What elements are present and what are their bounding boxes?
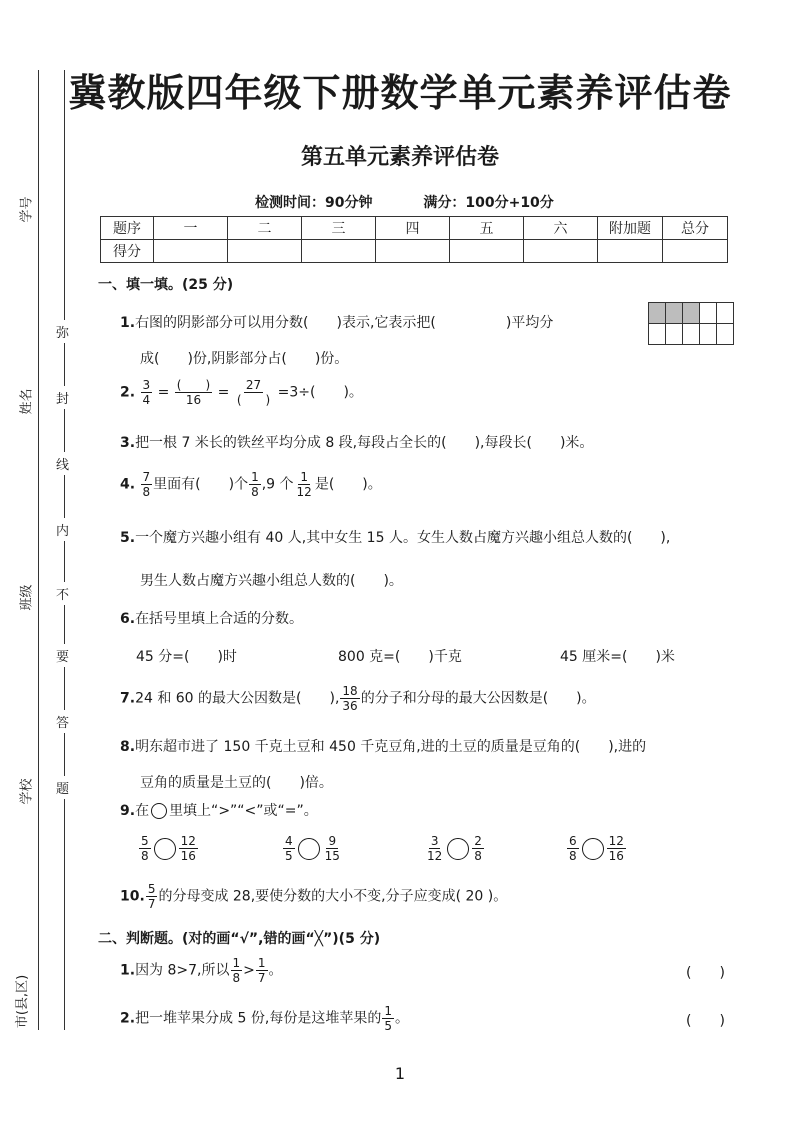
- field-city: 市(县,区): [15, 974, 31, 1029]
- question-6-item-1: 45 分=( )时: [136, 649, 237, 665]
- score-row-label: 得分: [101, 240, 154, 263]
- question-9: 9.在 里填上“>”“<”或“=”。: [120, 803, 318, 819]
- judge-question-2: 2.把一堆苹果分成 5 份,每份是这堆苹果的 $\frac{1}{5}$ 。: [120, 1004, 409, 1033]
- seal-char-3: 线: [56, 452, 69, 475]
- field-class: 班级: [19, 584, 35, 611]
- score-header-cell: 附加题: [598, 217, 663, 240]
- compare-pair-4: $\frac{6}{8}$ $\frac{12}{16}$: [569, 834, 624, 863]
- question-number: 5.: [120, 530, 136, 546]
- fraction: $\frac{7}{8}$: [142, 470, 151, 499]
- score-header-cell: 题序: [101, 217, 154, 240]
- question-4: 4. $\frac{7}{8}$ 里面有( )个 $\frac{1}{8}$ ,9 个 $\frac{1}{12}$ 是( )。: [120, 470, 382, 499]
- seal-char-1: 弥: [56, 320, 69, 343]
- score-header-cell: 二: [228, 217, 302, 240]
- question-number: 4.: [120, 476, 136, 493]
- score-header-cell: 三: [302, 217, 376, 240]
- compare-circle[interactable]: [447, 838, 469, 860]
- compare-circle[interactable]: [298, 838, 320, 860]
- compare-pair-3: $\frac{3}{12}$ $\frac{2}{8}$: [427, 834, 482, 863]
- question-1-line-b: 成( )份,阴影部分占( )份。: [140, 351, 349, 367]
- score-cell[interactable]: [302, 240, 376, 263]
- question-number: 8.: [120, 739, 136, 755]
- question-8-line-a: [120, 736, 646, 756]
- seal-char-4: 内: [56, 518, 69, 541]
- score-header-cell: 四: [376, 217, 450, 240]
- field-student-id: 学号: [19, 196, 35, 223]
- question-2: 2. $\frac{3}{4}$ = $\frac{( )}{16}$ = $\frac{27}{( )}$ =3÷( )。: [120, 378, 363, 407]
- question-6: [120, 608, 303, 628]
- score-header-cell: 一: [154, 217, 228, 240]
- score-table-score-row: [101, 240, 728, 263]
- question-5-line-b: 男生人数占魔方兴趣小组总人数的( )。: [140, 573, 403, 589]
- question-number: 2.: [120, 1010, 136, 1027]
- score-cell[interactable]: [524, 240, 598, 263]
- fraction: $\frac{3}{4}$: [142, 378, 151, 407]
- question-number: 1.: [120, 962, 136, 979]
- score-cell[interactable]: [154, 240, 228, 263]
- binding-line-inner: [64, 70, 65, 1030]
- binding-line-outer: [38, 70, 39, 1030]
- question-1-line-a: [120, 312, 553, 332]
- field-name: 姓名: [19, 388, 35, 415]
- question-number: 3.: [120, 435, 136, 451]
- fraction: $\frac{18}{36}$: [342, 684, 358, 713]
- fraction: $\frac{27}{( )}$: [236, 378, 271, 407]
- judge-question-1: 1.因为 8>7,所以 $\frac{1}{8}$ > $\frac{1}{7}$ 。: [120, 956, 283, 985]
- score-header-cell: 六: [524, 217, 598, 240]
- question-10: 10. $\frac{5}{7}$ 的分母变成 28,要使分数的大小不变,分子应变成( 20 )。: [120, 882, 508, 911]
- document-subtitle: 第五单元素养评估卷: [300, 145, 499, 170]
- question-text: 在括号里填上合适的分数。: [135, 611, 304, 627]
- judge-answer-2[interactable]: ( ): [686, 1013, 725, 1029]
- score-cell[interactable]: [598, 240, 663, 263]
- question-text: 把一根 7 米长的铁丝平均分成 8 段,每段占全长的( ),每段长( )米。: [135, 435, 594, 451]
- full-score: 满分：100分+10分: [423, 195, 554, 211]
- fraction: $\frac{1}{8}$: [251, 470, 259, 499]
- score-header-cell: 总分: [663, 217, 728, 240]
- seal-char-6: 要: [56, 644, 69, 667]
- score-table-header-row: [101, 217, 728, 240]
- question-number: 10.: [120, 888, 145, 905]
- question-6-item-3: 45 厘米=( )米: [560, 649, 675, 665]
- question-text: 明东超市进了 150 千克土豆和 450 千克豆角,进的土豆的质量是豆角的( ),进的: [135, 739, 647, 755]
- score-cell[interactable]: [376, 240, 450, 263]
- compare-pair-2: $\frac{4}{5}$ $\frac{9}{15}$: [285, 834, 340, 863]
- compare-circle[interactable]: [154, 838, 176, 860]
- seal-char-8: 题: [56, 776, 69, 799]
- question-5-line-a: [120, 527, 670, 547]
- exam-info: [255, 192, 554, 212]
- question-number: 1.: [120, 315, 136, 331]
- question-number: 7.: [120, 690, 136, 707]
- score-header-cell: 五: [450, 217, 524, 240]
- seal-char-2: 封: [56, 386, 69, 409]
- question-text: 右图的阴影部分可以用分数( )表示,它表示把( )平均分: [135, 315, 554, 331]
- question-8-line-b: 豆角的质量是土豆的( )倍。: [140, 775, 333, 791]
- seal-char-7: 答: [56, 710, 69, 733]
- score-table: [100, 216, 728, 263]
- score-cell[interactable]: [450, 240, 524, 263]
- score-cell[interactable]: [228, 240, 302, 263]
- circle-icon: [151, 803, 167, 819]
- question-number: 6.: [120, 611, 136, 627]
- section1-heading: 一、填一填。(25 分): [98, 277, 234, 293]
- question-number: 9.: [120, 803, 136, 819]
- fraction-grid-figure: [648, 302, 734, 345]
- question-3: [120, 432, 593, 452]
- field-school: 学校: [19, 778, 35, 805]
- question-text: 一个魔方兴趣小组有 40 人,其中女生 15 人。女生人数占魔方兴趣小组总人数的( ),: [135, 530, 671, 546]
- exam-time: 检测时间：90分钟: [255, 195, 373, 211]
- document-title: 冀教版四年级下册数学单元素养评估卷: [68, 71, 732, 115]
- question-6-item-2: 800 克=( )千克: [338, 649, 462, 665]
- fraction: $\frac{5}{7}$: [147, 882, 156, 911]
- score-cell[interactable]: [663, 240, 728, 263]
- seal-char-5: 不: [56, 582, 69, 605]
- question-7: 7.24 和 60 的最大公因数是( ), $\frac{18}{36}$ 的分子和分母的最大公因数是( )。: [120, 684, 596, 713]
- fraction: $\frac{1}{12}$: [296, 470, 312, 499]
- page-number: 1: [394, 1064, 406, 1083]
- compare-pair-1: $\frac{5}{8}$ $\frac{12}{16}$: [141, 834, 196, 863]
- section2-heading: 二、判断题。(对的画“√”,错的画“╳”)(5 分): [98, 931, 381, 947]
- compare-circle[interactable]: [582, 838, 604, 860]
- fraction: $\frac{( )}{16}$: [176, 378, 211, 407]
- judge-answer-1[interactable]: ( ): [686, 965, 725, 981]
- question-number: 2.: [120, 384, 136, 401]
